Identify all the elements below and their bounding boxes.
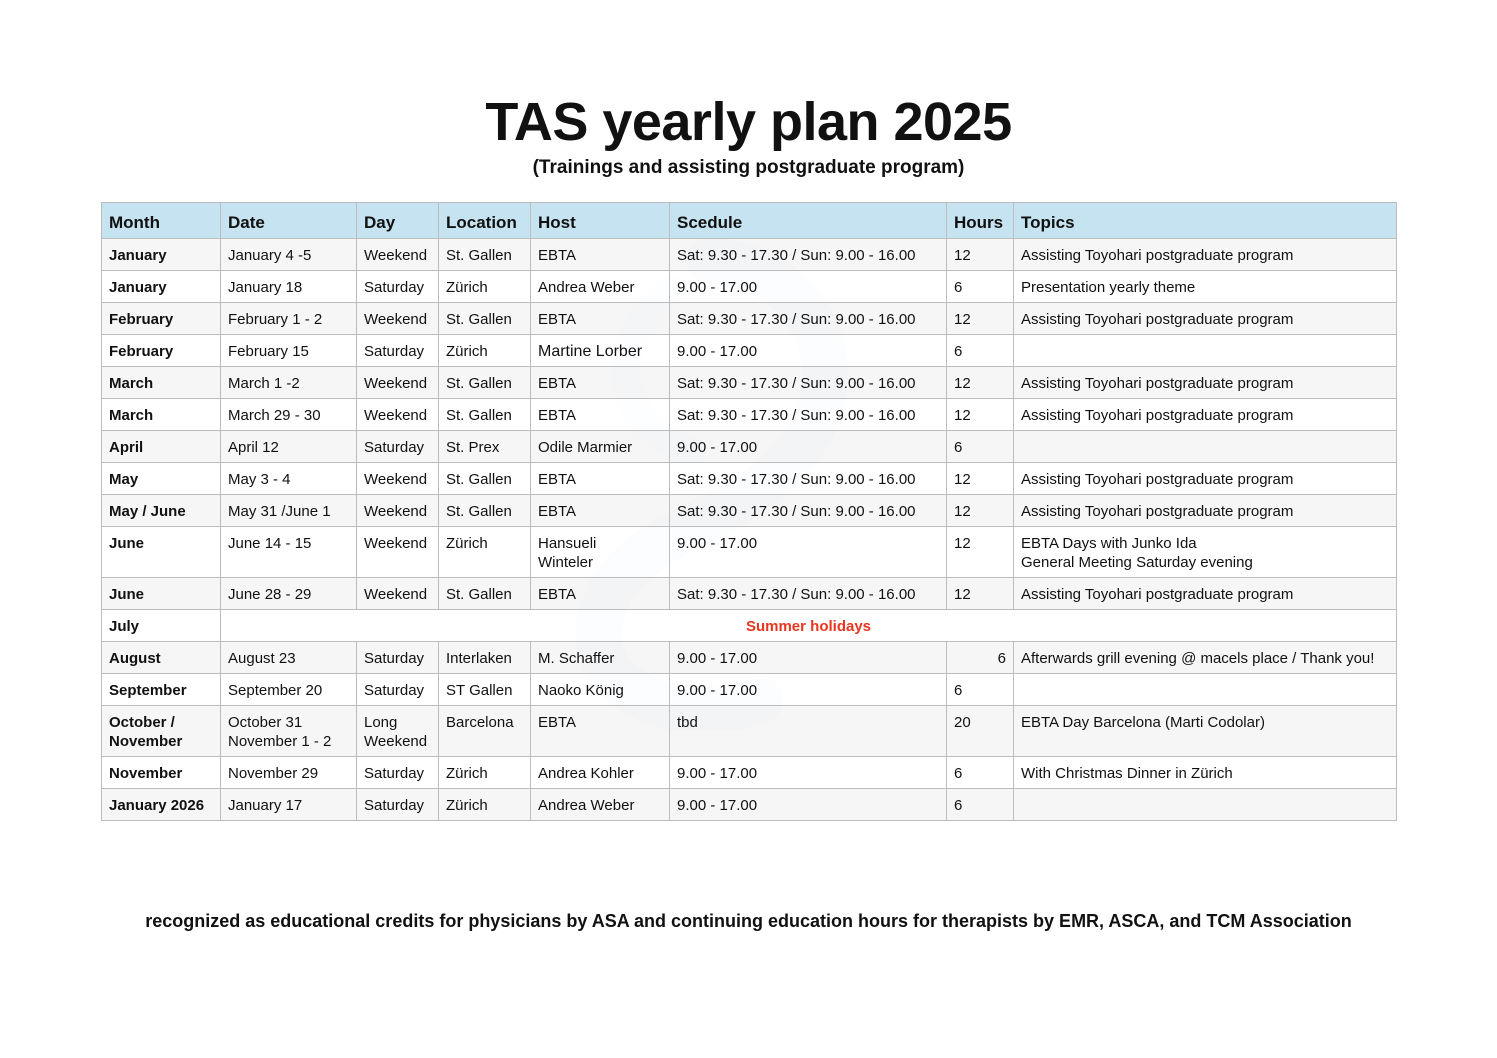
cell-date: October 31 November 1 - 2 <box>221 706 357 757</box>
cell-schedule: 9.00 - 17.00 <box>670 757 947 789</box>
cell-schedule: Sat: 9.30 - 17.30 / Sun: 9.00 - 16.00 <box>670 239 947 271</box>
cell-location: St. Gallen <box>439 303 531 335</box>
cell-location: Zürich <box>439 757 531 789</box>
cell-topics <box>1014 431 1397 463</box>
cell-host: EBTA <box>531 495 670 527</box>
cell-hours: 12 <box>947 578 1014 610</box>
cell-date: May 3 - 4 <box>221 463 357 495</box>
table-row <box>102 399 1397 431</box>
header-location: Location <box>439 203 531 239</box>
cell-schedule: 9.00 - 17.00 <box>670 335 947 367</box>
cell-location: St. Prex <box>439 431 531 463</box>
cell-schedule: Sat: 9.30 - 17.30 / Sun: 9.00 - 16.00 <box>670 578 947 610</box>
cell-location: Barcelona <box>439 706 531 757</box>
cell-month: March <box>102 399 221 431</box>
cell-hours: 12 <box>947 303 1014 335</box>
table-body <box>102 239 1397 821</box>
cell-host: Andrea Kohler <box>531 757 670 789</box>
cell-date: September 20 <box>221 674 357 706</box>
cell-day: Weekend <box>357 399 439 431</box>
table-row <box>102 706 1397 757</box>
cell-hours: 6 <box>947 431 1014 463</box>
cell-day: Saturday <box>357 271 439 303</box>
cell-hours: 12 <box>947 463 1014 495</box>
cell-topics: Assisting Toyohari postgraduate program <box>1014 239 1397 271</box>
cell-host: EBTA <box>531 367 670 399</box>
cell-date: January 4 -5 <box>221 239 357 271</box>
cell-day: Weekend <box>357 578 439 610</box>
cell-topics <box>1014 335 1397 367</box>
cell-host: Andrea Weber <box>531 271 670 303</box>
cell-month: September <box>102 674 221 706</box>
cell-topics: EBTA Day Barcelona (Marti Codolar) <box>1014 706 1397 757</box>
cell-month: June <box>102 578 221 610</box>
cell-topics <box>1014 789 1397 821</box>
cell-hours: 6 <box>947 642 1014 674</box>
cell-hours: 6 <box>947 789 1014 821</box>
header-topics: Topics <box>1014 203 1397 239</box>
cell-topics: EBTA Days with Junko Ida General Meeting Saturday evening <box>1014 527 1397 578</box>
plan-table <box>101 202 1397 821</box>
cell-date: February 15 <box>221 335 357 367</box>
cell-month: January <box>102 239 221 271</box>
cell-host: EBTA <box>531 578 670 610</box>
header-month: Month <box>102 203 221 239</box>
cell-host: EBTA <box>531 706 670 757</box>
cell-location: Zürich <box>439 527 531 578</box>
cell-schedule: 9.00 - 17.00 <box>670 527 947 578</box>
cell-hours: 12 <box>947 239 1014 271</box>
footer-note: recognized as educational credits for physicians by ASA and continuing education hours for therapists by EMR, ASCA, and TCM Association <box>145 911 1352 931</box>
cell-month: January <box>102 271 221 303</box>
cell-day: Saturday <box>357 757 439 789</box>
table-row <box>102 789 1397 821</box>
cell-hours: 12 <box>947 367 1014 399</box>
cell-day: Long Weekend <box>357 706 439 757</box>
page-title: TAS yearly plan 2025 <box>485 92 1012 152</box>
cell-schedule: 9.00 - 17.00 <box>670 674 947 706</box>
cell-date: March 1 -2 <box>221 367 357 399</box>
header-host: Host <box>531 203 670 239</box>
cell-hours: 12 <box>947 495 1014 527</box>
page-subtitle: (Trainings and assisting postgraduate program) <box>532 157 965 178</box>
cell-date: August 23 <box>221 642 357 674</box>
cell-month: July <box>102 610 221 642</box>
cell-month: February <box>102 303 221 335</box>
table-row <box>102 610 1397 642</box>
cell-schedule: Sat: 9.30 - 17.30 / Sun: 9.00 - 16.00 <box>670 463 947 495</box>
cell-month: August <box>102 642 221 674</box>
cell-date: January 18 <box>221 271 357 303</box>
cell-hours: 12 <box>947 399 1014 431</box>
cell-date: June 14 - 15 <box>221 527 357 578</box>
cell-location: Interlaken <box>439 642 531 674</box>
cell-date: March 29 - 30 <box>221 399 357 431</box>
cell-host: EBTA <box>531 303 670 335</box>
cell-topics: Assisting Toyohari postgraduate program <box>1014 463 1397 495</box>
header-hours: Hours <box>947 203 1014 239</box>
cell-host: EBTA <box>531 463 670 495</box>
table-row <box>102 757 1397 789</box>
cell-schedule: Sat: 9.30 - 17.30 / Sun: 9.00 - 16.00 <box>670 495 947 527</box>
cell-host: Odile Marmier <box>531 431 670 463</box>
cell-month: March <box>102 367 221 399</box>
cell-schedule: Sat: 9.30 - 17.30 / Sun: 9.00 - 16.00 <box>670 367 947 399</box>
cell-location: St. Gallen <box>439 367 531 399</box>
table-row <box>102 239 1397 271</box>
cell-day: Saturday <box>357 674 439 706</box>
cell-host: Martine Lorber <box>531 335 670 367</box>
cell-month: May / June <box>102 495 221 527</box>
cell-day: Saturday <box>357 789 439 821</box>
table-row <box>102 527 1397 578</box>
cell-day: Saturday <box>357 335 439 367</box>
cell-day: Weekend <box>357 367 439 399</box>
cell-host: M. Schaffer <box>531 642 670 674</box>
cell-hours: 6 <box>947 674 1014 706</box>
cell-topics: Assisting Toyohari postgraduate program <box>1014 495 1397 527</box>
cell-month: November <box>102 757 221 789</box>
cell-location: Zürich <box>439 789 531 821</box>
cell-date: February 1 - 2 <box>221 303 357 335</box>
cell-topics: Afterwards grill evening @ macels place / Thank you! <box>1014 642 1397 674</box>
cell-schedule: 9.00 - 17.00 <box>670 271 947 303</box>
cell-schedule: Sat: 9.30 - 17.30 / Sun: 9.00 - 16.00 <box>670 399 947 431</box>
summer-holidays-note: Summer holidays <box>221 610 1397 642</box>
cell-date: April 12 <box>221 431 357 463</box>
cell-day: Weekend <box>357 239 439 271</box>
table-row <box>102 463 1397 495</box>
cell-host: Andrea Weber <box>531 789 670 821</box>
cell-location: St. Gallen <box>439 578 531 610</box>
cell-day: Weekend <box>357 463 439 495</box>
cell-month: February <box>102 335 221 367</box>
table-row <box>102 495 1397 527</box>
cell-hours: 6 <box>947 757 1014 789</box>
cell-location: St. Gallen <box>439 495 531 527</box>
cell-day: Weekend <box>357 527 439 578</box>
cell-day: Weekend <box>357 495 439 527</box>
cell-hours: 6 <box>947 335 1014 367</box>
cell-topics: Assisting Toyohari postgraduate program <box>1014 578 1397 610</box>
cell-topics <box>1014 674 1397 706</box>
table-row <box>102 303 1397 335</box>
table-header-row <box>102 203 1397 239</box>
cell-date: June 28 - 29 <box>221 578 357 610</box>
cell-day: Weekend <box>357 303 439 335</box>
cell-host: EBTA <box>531 399 670 431</box>
cell-location: ST Gallen <box>439 674 531 706</box>
cell-schedule: 9.00 - 17.00 <box>670 789 947 821</box>
cell-topics: Assisting Toyohari postgraduate program <box>1014 303 1397 335</box>
cell-location: St. Gallen <box>439 463 531 495</box>
cell-location: Zürich <box>439 335 531 367</box>
cell-topics: Assisting Toyohari postgraduate program <box>1014 367 1397 399</box>
table-row <box>102 431 1397 463</box>
cell-schedule: 9.00 - 17.00 <box>670 642 947 674</box>
cell-topics: Presentation yearly theme <box>1014 271 1397 303</box>
table-row <box>102 674 1397 706</box>
cell-day: Saturday <box>357 431 439 463</box>
cell-location: St. Gallen <box>439 239 531 271</box>
table-row <box>102 367 1397 399</box>
cell-schedule: 9.00 - 17.00 <box>670 431 947 463</box>
header-day: Day <box>357 203 439 239</box>
cell-location: Zürich <box>439 271 531 303</box>
cell-hours: 12 <box>947 527 1014 578</box>
cell-date: November 29 <box>221 757 357 789</box>
cell-host: Naoko König <box>531 674 670 706</box>
cell-month: June <box>102 527 221 578</box>
cell-location: St. Gallen <box>439 399 531 431</box>
cell-date: May 31 /June 1 <box>221 495 357 527</box>
table-row <box>102 642 1397 674</box>
header-date: Date <box>221 203 357 239</box>
cell-topics: With Christmas Dinner in Zürich <box>1014 757 1397 789</box>
header-schedule: Scedule <box>670 203 947 239</box>
cell-month: October / November <box>102 706 221 757</box>
cell-hours: 6 <box>947 271 1014 303</box>
cell-schedule: Sat: 9.30 - 17.30 / Sun: 9.00 - 16.00 <box>670 303 947 335</box>
cell-month: January 2026 <box>102 789 221 821</box>
cell-topics: Assisting Toyohari postgraduate program <box>1014 399 1397 431</box>
cell-month: April <box>102 431 221 463</box>
cell-day: Saturday <box>357 642 439 674</box>
cell-date: January 17 <box>221 789 357 821</box>
cell-month: May <box>102 463 221 495</box>
cell-schedule: tbd <box>670 706 947 757</box>
cell-hours: 20 <box>947 706 1014 757</box>
table-row <box>102 271 1397 303</box>
table-row <box>102 335 1397 367</box>
cell-host: EBTA <box>531 239 670 271</box>
table-row <box>102 578 1397 610</box>
cell-host: Hansueli Winteler <box>531 527 670 578</box>
